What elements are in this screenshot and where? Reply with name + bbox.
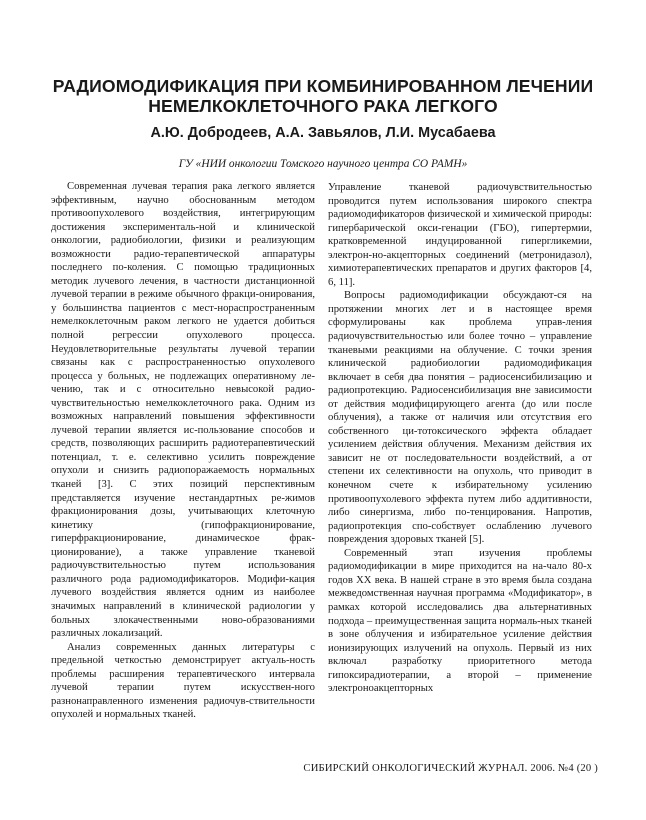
affiliation: ГУ «НИИ онкологии Томского научного центра СО РАМН» xyxy=(178,158,468,170)
left-column xyxy=(51,180,315,722)
article-title xyxy=(20,76,626,116)
authors: А.Ю. Добродеев, А.А. Завьялов, Л.И. Мусабаева xyxy=(150,125,496,141)
paragraph: Вопросы радиомодификации обсуждают-ся на протяжении многих лет и в настоящее время сформулированы как проблема управ-ления радиочувствительностью или более точно – управление тканевыми реакциями на облучение. С точки зрения клинической радиобиологии радиомодификация включает в себя два понятия – радиосенсибилизацию и радиопротекцию. Радиосенсибилизация вне зависимости от действия модифицирующего агента (до или после облучения), а также от наличия или отсутствия его собственного ци-тотоксического эффекта обладает усилением действия облучения. Механизм действия их зависит не от последовательности воздействий, а от степени их селективности на опухоль, что приводит в конечном счете к избирательному усилению противоопухолевого эффекта путем либо аддитивности, либо синергизма, либо по-тенцирования. Напротив, радиопротекция спо-собствует ослаблению лучевого повреждения здоровых тканей [5]. xyxy=(328,290,592,546)
title-line-1: РАДИОМОДИФИКАЦИЯ ПРИ КОМБИНИРОВАННОМ ЛЕЧЕНИИ xyxy=(52,76,594,96)
paragraph: Современная лучевая терапия рака легкого является эффективным, научно обоснованным методом противоопухолевого воздействия, интегрирующим достижения эксперименталь-ной и клинической онкологии, радиобиологии, физики и реализующим возможности радио-терапевтической аппаратуры последнего по-коления. С помощью традиционных методик лучевого лечения, в частности дистанционной лучевой терапии в режиме обычного фракци-онирования, у большинства пациентов с мест-нораспространенным немелкоклеточным раком легкого не удается добиться полной регрессии опухолевого процесса. Неудовлетворительные результаты лучевой терапии связаны как с распространенностью опухолевого процесса у больных, не подлежащих оперативному ле-чению, так и с относительно невысокой радио-чувствительностью немелкоклеточного рака. Одним из возможных направлений повышения эффективности лучевой терапии является ис-пользование способов и средств, позволяющих расширить радиотерапевтический потенциал, т. е. селективно усилить повреждение опухоли и снизить радиопоражаемость нормальных тканей [3]. С этих позиций перспективным представляется изучение нестандартных ре-жимов фракционирования дозы, учитывающих клеточную кинетику (гипофракционирование, гиперфракционирование, динамическое фрак-ционирование), а также управление тканевой радиочувствительностью путем использования различного рода радиомодификаторов. Модифи-кация лучевого воздействия является одним из наиболее значимых направлений в клинической радиологии у больных злокачественными ново-образованиями различных локализаций. xyxy=(51,181,315,640)
paragraph: Анализ современных данных литературы с предельной четкостью демонстрирует актуаль-ность проблемы расширения терапевтического интервала лучевой терапии путем искусствен-ного разнонаправленного изменения радиочув-ствительности опухолей и нормальных тканей. xyxy=(51,641,315,721)
paragraph: Управление тканевой радиочувствительностью проводится путем использования широкого спектра радиомодификаторов физической и химической природы: гипербарической окси-генации (ГБО), гипертермии, кратковременной индуцированной гипергликемии, электрон-но-акцепторных соединений (метронидазол), химиотерапевтических препаратов и других факторов [4, 6, 11]. xyxy=(328,182,592,288)
right-column xyxy=(328,181,592,696)
paragraph: Современный этап изучения проблемы радиомодификации в мире приходится на на-чало 80-х годов XX века. В нашей стране в это время была создана межведомственная научная программа «Модификатор», в рамках которой исследовались два альтернативных подхода – преимущественная защита нормаль-ных тканей в зоне облучения и избирательное усиление действия ионизирующих излучений на опухоль. Первый из них включал разработку приоритетного метода гипоксирадиотерапии, а второй – применение электроноакцепторных xyxy=(328,547,592,695)
title-line-2: НЕМЕЛКОКЛЕТОЧНОГО РАКА ЛЕГКОГО xyxy=(148,96,498,116)
journal-footer: СИБИРСКИЙ ОНКОЛОГИЧЕСКИЙ ЖУРНАЛ. 2006. №4 (20 ) xyxy=(303,763,598,774)
